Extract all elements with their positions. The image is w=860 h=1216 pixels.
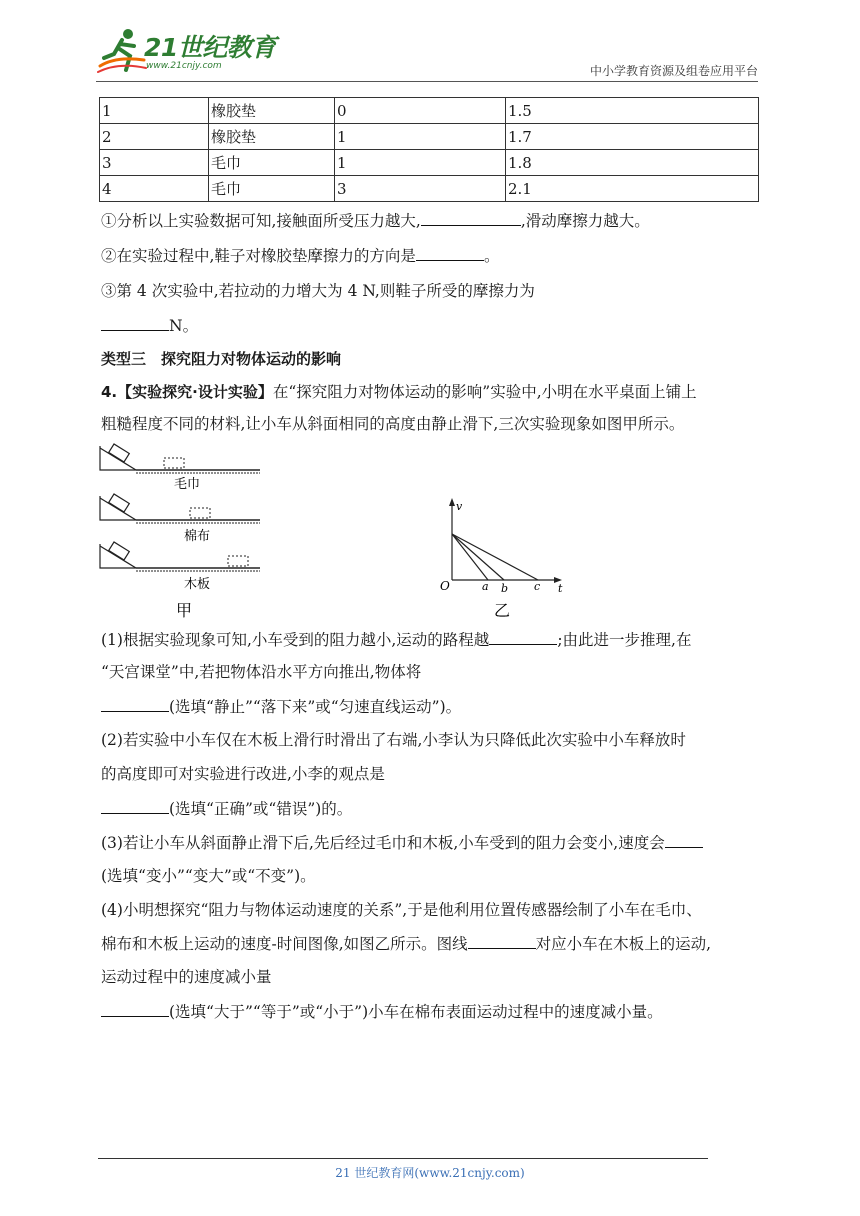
q4-part3-line1 [101, 830, 703, 855]
caption-jia: 甲 [176, 601, 193, 620]
q3-s2-text-end: 。 [483, 247, 500, 265]
q4-part4-line4 [101, 999, 663, 1024]
answer-blank[interactable] [101, 796, 169, 814]
logo [96, 26, 276, 78]
label-cotton: 棉布 [184, 529, 211, 544]
v-axis-arrow [449, 498, 455, 506]
q4-p4-text: 棉布和木板上运动的速度-时间图像,如图乙所示。图线 [101, 935, 468, 953]
table-cell: 4 [100, 176, 209, 202]
table-cell: 1 [335, 124, 506, 150]
origin-label: O [440, 579, 450, 593]
q4-intro-line-1 [101, 380, 697, 404]
table-row [100, 98, 759, 124]
a-label: a [482, 580, 489, 593]
c-label: c [534, 580, 541, 593]
table-row [100, 124, 759, 150]
table-cell: 3 [335, 176, 506, 202]
answer-blank[interactable] [665, 830, 703, 848]
table-cell: 2.1 [506, 176, 759, 202]
q3-statement-2 [101, 243, 499, 268]
t-label: t [558, 582, 563, 595]
footer-text[interactable]: 21 世纪教育网(www.21cnjy.com) [335, 1166, 525, 1180]
figure-jia [96, 440, 268, 620]
table-cell: 1 [100, 98, 209, 124]
logo-text: 21世纪教育 [144, 33, 276, 62]
setup-wood [100, 542, 260, 571]
table-cell: 1 [335, 150, 506, 176]
logo-url: www.21cnjy.com [146, 61, 222, 71]
q4-part2-line1: (2)若实验中小车仅在木板上滑行时滑出了右端,小李认为只降低此次实验中小车释放时 [101, 731, 686, 749]
answer-blank[interactable] [489, 627, 557, 645]
q4-p1-text-cont: ;由此进一步推理,在 [557, 631, 692, 649]
table-cell: 毛巾 [209, 150, 335, 176]
q4-p4-options: (选填“大于”“等于”或“小于”)小车在棉布表面运动过程中的速度减小量。 [169, 1003, 663, 1021]
q3-unit: N。 [169, 317, 199, 335]
line-a [452, 534, 488, 580]
b-label: b [501, 582, 509, 595]
q4-p1-options: (选填“静止”“落下来”或“匀速直线运动”)。 [169, 698, 462, 716]
answer-blank[interactable] [416, 243, 484, 261]
q4-p1-text: (1)根据实验现象可知,小车受到的阻力越小,运动的路程越 [101, 631, 490, 649]
q4-part2-line3 [101, 796, 352, 821]
page-header [0, 0, 860, 84]
setup-cotton [100, 494, 260, 523]
answer-blank[interactable] [101, 999, 169, 1017]
q3-statement-1 [101, 208, 650, 233]
q4-part2-line2: 的高度即可对实验进行改进,小李的观点是 [101, 765, 385, 783]
q4-p2-options: (选填“正确”或“错误”)的。 [169, 800, 353, 818]
q4-p4-text-cont: 对应小车在木板上的运动, [535, 935, 712, 953]
experiment-table [99, 97, 759, 202]
q4-part4-line3: 运动过程中的速度减小量 [101, 968, 272, 986]
answer-blank[interactable] [101, 694, 169, 712]
q4-part1-line1 [101, 627, 691, 652]
answer-blank[interactable] [101, 313, 169, 331]
q4-part3-line2: (选填“变小”“变大”或“不变”)。 [101, 867, 316, 885]
q4-part1-line2: “天宫课堂”中,若把物体沿水平方向推出,物体将 [101, 663, 422, 681]
header-platform-text: 中小学教育资源及组卷应用平台 [589, 64, 758, 78]
figure-yi [434, 496, 574, 622]
q3-statement-3 [101, 279, 535, 303]
table-cell: 3 [100, 150, 209, 176]
q4-intro-line-2: 粗糙程度不同的材料,让小车从斜面相同的高度由静止滑下,三次实验现象如图甲所示。 [101, 415, 685, 433]
table-cell: 2 [100, 124, 209, 150]
table-cell: 毛巾 [209, 176, 335, 202]
table-cell: 1.7 [506, 124, 759, 150]
table-cell: 1.5 [506, 98, 759, 124]
label-wood: 木板 [184, 577, 211, 592]
table-row [100, 150, 759, 176]
answer-blank[interactable] [421, 208, 521, 226]
q3-s2-text: ②在实验过程中,鞋子对橡胶垫摩擦力的方向是 [101, 247, 416, 265]
table-cell: 1.8 [506, 150, 759, 176]
q3-statement-3-answer [101, 313, 198, 338]
q4-intro-text: 在“探究阻力对物体运动的影响”实验中,小明在水平桌面上铺上 [272, 383, 697, 401]
q3-s1-text: ①分析以上实验数据可知,接触面所受压力越大, [101, 212, 421, 230]
section-title: 类型三 探究阻力对物体运动的影响 [101, 350, 342, 368]
runner-logo-icon [96, 26, 148, 76]
table-cell: 橡胶垫 [209, 124, 335, 150]
table-row [100, 176, 759, 202]
q4-p3-text: (3)若让小车从斜面静止滑下后,先后经过毛巾和木板,小车受到的阻力会变小,速度会 [101, 834, 665, 852]
label-towel: 毛巾 [174, 477, 201, 492]
footer-divider [98, 1158, 708, 1159]
caption-yi: 乙 [494, 601, 511, 620]
q4-part4-line1: (4)小明想探究“阻力与物体运动速度的关系”,于是他利用位置传感器绘制了小车在毛巾、 [101, 901, 702, 919]
answer-blank[interactable] [468, 931, 536, 949]
setup-towel [100, 444, 260, 473]
incline-setups-diagram [96, 440, 268, 620]
v-label: v [456, 500, 463, 513]
header-divider [96, 81, 758, 82]
q3-s3-text: ③第 4 次实验中,若拉动的力增大为 4 N,则鞋子所受的摩擦力为 [101, 282, 535, 300]
table-cell: 橡胶垫 [209, 98, 335, 124]
line-c [452, 534, 538, 580]
table-cell: 0 [335, 98, 506, 124]
q4-part4-line2 [101, 931, 711, 956]
velocity-time-graph [434, 496, 574, 622]
q3-s1-text-end: ,滑动摩擦力越大。 [520, 212, 650, 230]
q4-tag: 4.【实验探究·设计实验】 [101, 383, 273, 401]
q4-part1-line3 [101, 694, 461, 719]
